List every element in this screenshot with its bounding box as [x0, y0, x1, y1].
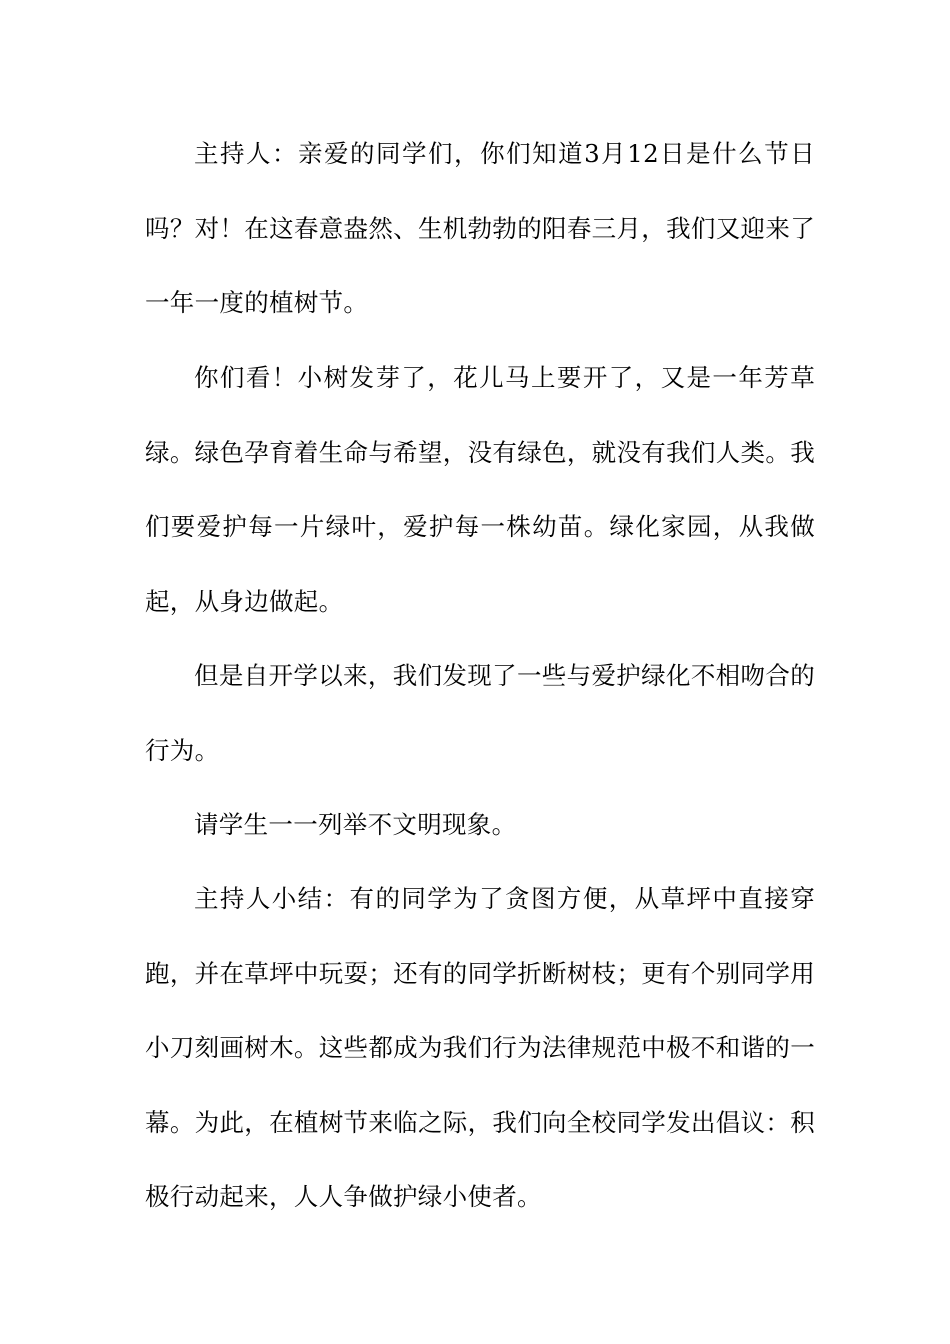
paragraph-host-intro: 主持人：亲爱的同学们，你们知道3月12日是什么节日吗？对！在这春意盎然、生机勃勃的阳春三月，我们又迎来了一年一度的植树节。 — [145, 139, 815, 317]
paragraph-bad-behavior: 但是自开学以来，我们发现了一些与爱护绿化不相吻合的行为。 — [145, 661, 815, 765]
paragraph-host-summary: 主持人小结：有的同学为了贪图方便，从草坪中直接穿跑，并在草坪中玩耍；还有的同学折断树枝；更有个别同学用小刀刻画树木。这些都成为我们行为法律规范中极不和谐的一幕。为此，在植树节来临之际，我们向全校同学发出倡议：积极行动起来，人人争做护绿小使者。 — [145, 884, 815, 1211]
paragraph-student-list: 请学生一一列举不文明现象。 — [194, 810, 517, 839]
paragraph-green-hope: 你们看！小树发芽了，花儿马上要开了，又是一年芳草绿。绿色孕育着生命与希望，没有绿色，就没有我们人类。我们要爱护每一片绿叶，爱护每一株幼苗。绿化家园，从我做起，从身边做起。 — [145, 363, 815, 616]
